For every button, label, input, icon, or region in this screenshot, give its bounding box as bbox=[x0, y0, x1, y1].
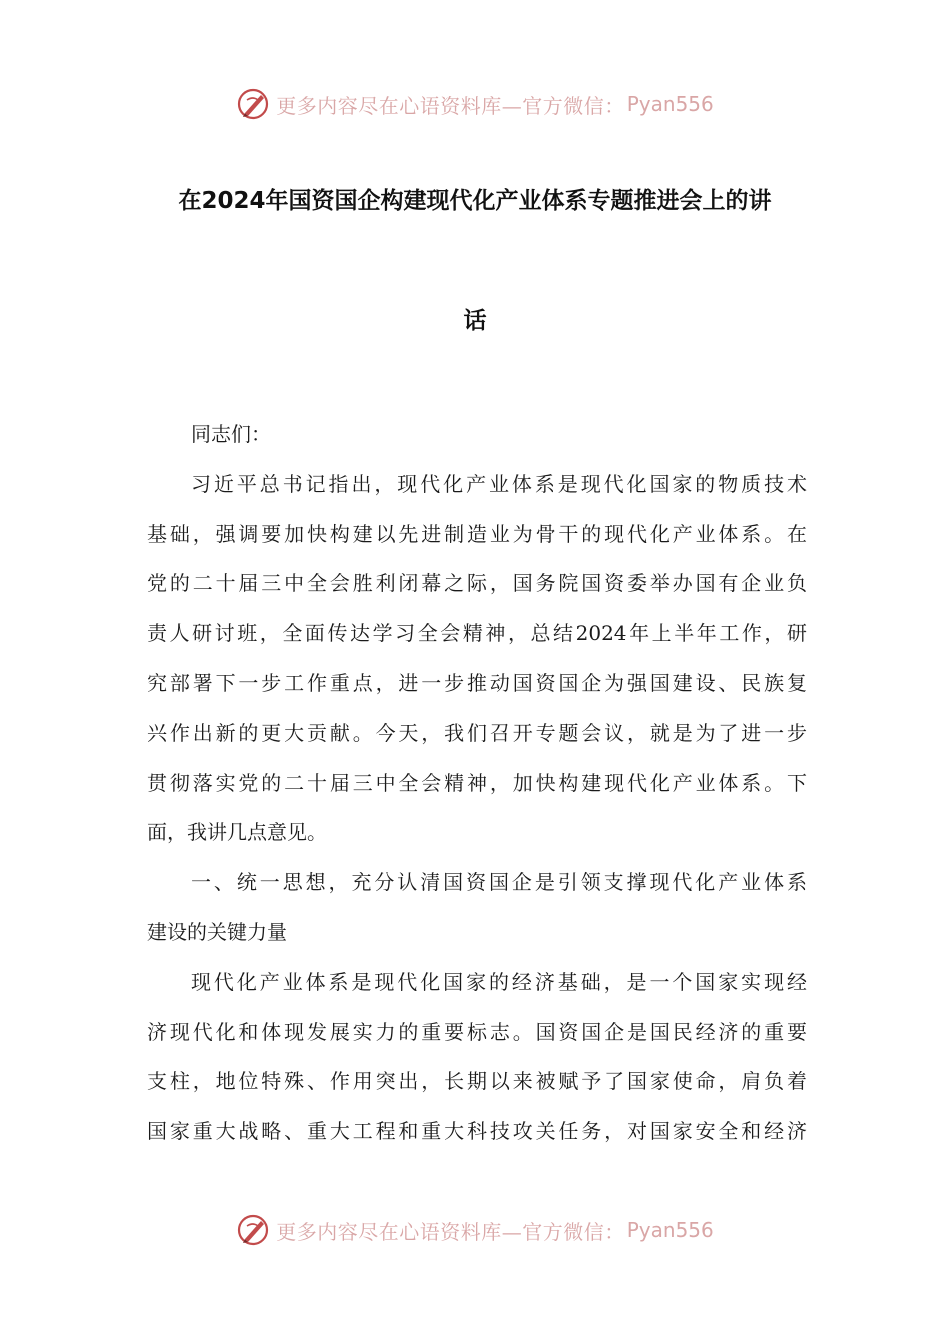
body-line: 兴作出新的更大贡献。今天，我们召开专题会议，就是为了进一步 bbox=[147, 720, 807, 745]
body-line: 支柱，地位特殊、作用突出，长期以来被赋予了国家使命，肩负着 bbox=[147, 1069, 807, 1094]
watermark-banner-top bbox=[0, 82, 950, 126]
watermark-text: 更多内容尽在心语资料库—官方微信： bbox=[276, 93, 625, 118]
document-title-line-1: 在2024年国资国企构建现代化产业体系专题推进会上的讲 bbox=[178, 188, 772, 214]
body-line: 党的二十届三中全会胜利闭幕之际，国务院国资委举办国有企业负 bbox=[147, 571, 807, 596]
document-body bbox=[147, 414, 807, 1161]
body-line: 责人研讨班，全面传达学习全会精神，总结2024年上半年工作，研 bbox=[147, 621, 807, 646]
watermark-banner-bottom bbox=[0, 1208, 950, 1252]
section-heading-line: 一、统一思想，充分认清国资国企是引领支撑现代化产业体系 bbox=[191, 870, 807, 895]
watermark-text: 更多内容尽在心语资料库—官方微信： bbox=[276, 1219, 625, 1244]
pen-logo-icon bbox=[236, 1212, 272, 1248]
pen-logo-icon bbox=[236, 86, 272, 122]
body-line: 习近平总书记指出，现代化产业体系是现代化国家的物质技术 bbox=[191, 471, 807, 496]
body-line: 究部署下一步工作重点，进一步推动国资国企为强国建设、民族复 bbox=[147, 670, 807, 695]
body-line: 济现代化和体现发展实力的重要标志。国资国企是国民经济的重要 bbox=[147, 1019, 807, 1044]
section-heading-line: 建设的关键力量 bbox=[147, 919, 287, 944]
watermark-wechat-id: Pyan556 bbox=[626, 92, 714, 116]
watermark-wechat-id: Pyan556 bbox=[626, 1218, 714, 1242]
body-line: 同志们： bbox=[191, 422, 271, 446]
body-line: 贯彻落实党的二十届三中全会精神，加快构建现代化产业体系。下 bbox=[147, 770, 807, 795]
body-line: 基础，强调要加快构建以先进制造业为骨干的现代化产业体系。在 bbox=[147, 521, 807, 546]
body-line: 现代化产业体系是现代化国家的经济基础，是一个国家实现经 bbox=[191, 969, 807, 994]
document-title-line-2: 话 bbox=[463, 308, 487, 334]
body-line: 国家重大战略、重大工程和重大科技攻关任务，对国家安全和经济 bbox=[147, 1119, 807, 1144]
body-line: 面，我讲几点意见。 bbox=[147, 820, 327, 845]
